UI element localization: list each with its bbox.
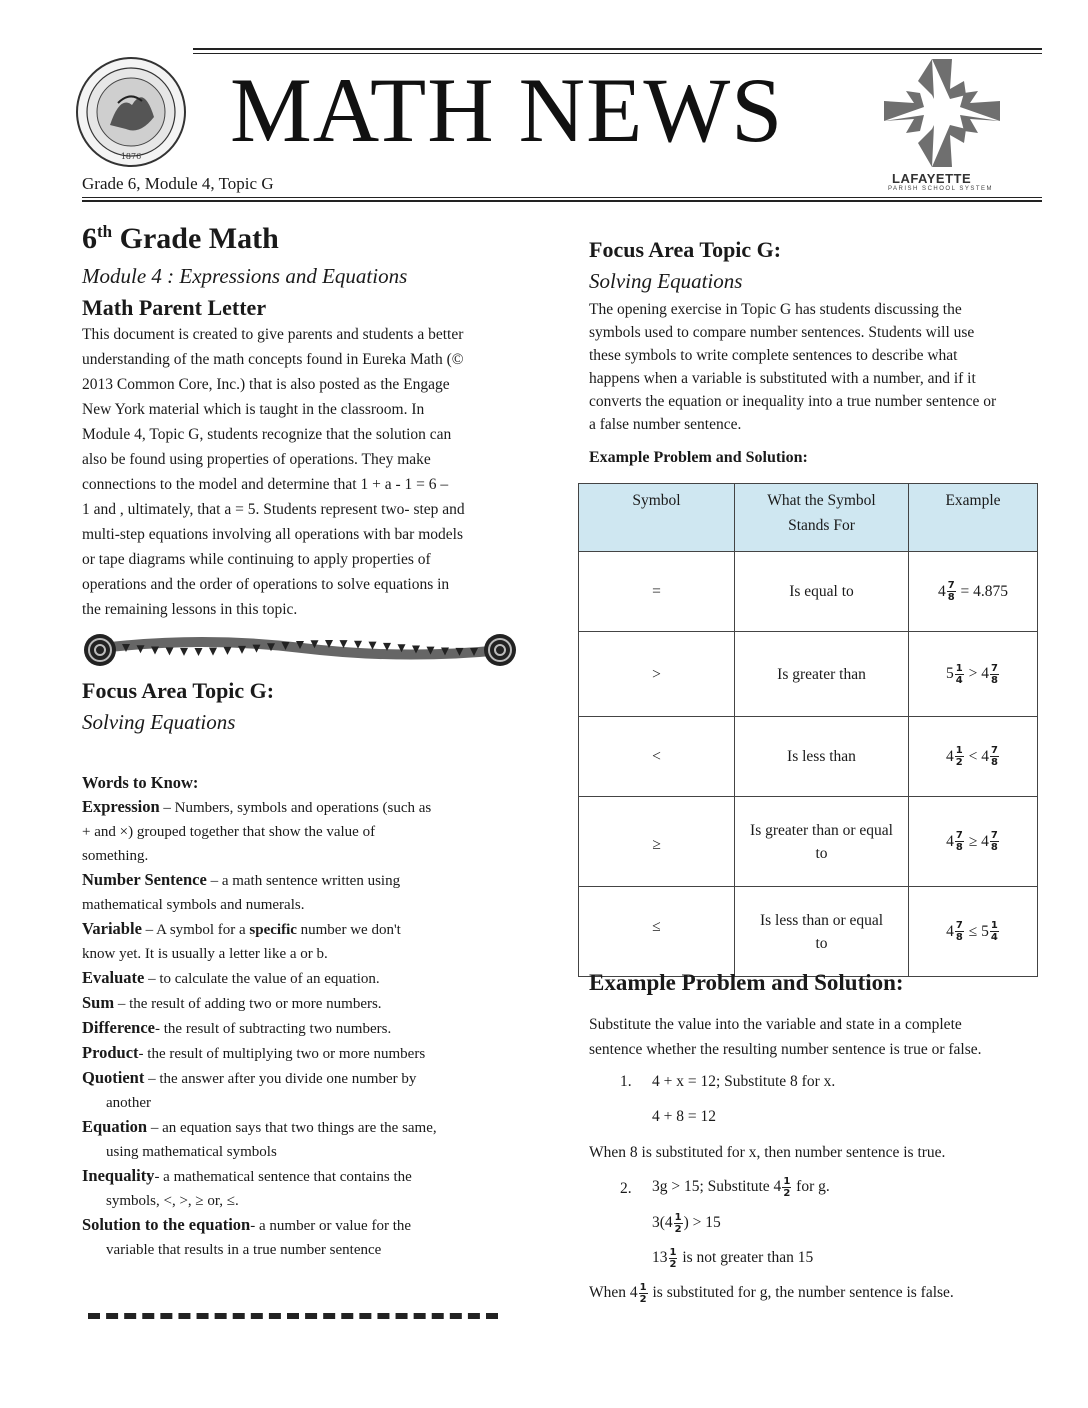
row-example bbox=[909, 632, 1038, 717]
left-focus-subtitle: Solving Equations bbox=[82, 710, 236, 734]
right-intro-line: these symbols to write complete sentences to describe what bbox=[589, 347, 958, 364]
header-bottom-rule bbox=[82, 200, 1042, 202]
wave-triangle bbox=[224, 647, 232, 655]
grade-suffix: th bbox=[97, 222, 113, 241]
term-entry: Difference- the result of subtracting two numbers. bbox=[82, 1018, 392, 1037]
problem-2-step-1-a: 3(4 bbox=[652, 1214, 673, 1232]
top-rule-thin bbox=[193, 53, 1042, 54]
term-word: Evaluate bbox=[82, 968, 145, 987]
wave-triangle bbox=[180, 648, 188, 656]
term-entry: Number Sentence – a math sentence written using bbox=[82, 870, 401, 889]
term-continuation: another bbox=[106, 1095, 151, 1111]
col-meaning: What the Symbol Stands For bbox=[735, 484, 909, 552]
problem-2-step-1-b: ) > 15 bbox=[683, 1214, 721, 1232]
term-continuation: variable that results in a true number sentence bbox=[106, 1242, 382, 1258]
term-emphasis: specific bbox=[249, 922, 297, 938]
term-continuation: using mathematical symbols bbox=[106, 1144, 277, 1160]
intro-line: This document is created to give parents and students a better bbox=[82, 326, 464, 343]
problem-1-step: 4 + 8 = 12 bbox=[652, 1108, 716, 1125]
module-subtitle: Module 4 : Expressions and Equations bbox=[82, 264, 408, 288]
fraction: $\frac{1}{4}$ bbox=[955, 662, 963, 686]
subtitle-rule bbox=[82, 197, 876, 198]
wave-triangle bbox=[195, 648, 203, 656]
intro-line: the remaining lessons in this topic. bbox=[82, 601, 298, 618]
grade-number: 6 bbox=[82, 222, 97, 255]
row-meaning: Is equal to bbox=[735, 552, 909, 632]
term-continuation: + and ×) grouped together that show the value of bbox=[82, 824, 376, 840]
school-board-seal bbox=[70, 55, 192, 169]
right-intro-line: a false number sentence. bbox=[589, 416, 742, 433]
intro-line: connections to the model and determine that 1 + a - 1 = 6 – bbox=[82, 476, 449, 493]
right-intro-line: symbols used to compare number sentences. Students will use bbox=[589, 324, 975, 341]
row-example bbox=[909, 887, 1038, 977]
problem-1-conclusion: When 8 is substituted for x, then number sentence is true. bbox=[589, 1144, 946, 1161]
right-focus-subtitle: Solving Equations bbox=[589, 269, 743, 293]
wave-triangle bbox=[209, 648, 217, 656]
problem-2-text-b: for g. bbox=[792, 1178, 830, 1196]
symbol-table bbox=[578, 483, 1038, 977]
dashed-divider bbox=[88, 1313, 498, 1325]
wave-triangle bbox=[166, 647, 174, 655]
fraction: $\frac{1}{2}$ bbox=[669, 1247, 677, 1270]
term-continuation: mathematical symbols and numerals. bbox=[82, 897, 305, 913]
intro-line: also be found using properties of operations. They make bbox=[82, 451, 431, 468]
row-example bbox=[909, 797, 1038, 887]
symbol-table-header bbox=[579, 484, 1038, 552]
term-word: Expression bbox=[82, 797, 160, 816]
row-meaning: Is less than bbox=[735, 717, 909, 797]
term-entry: Evaluate – to calculate the value of an equation. bbox=[82, 968, 380, 987]
intro-line: multi-step equations involving all operations with bar models bbox=[82, 526, 463, 543]
row-example bbox=[909, 717, 1038, 797]
table-row bbox=[579, 887, 1038, 977]
row-symbol: ≤ bbox=[579, 887, 735, 977]
problem-2-conclusion-a: When 4 bbox=[589, 1284, 638, 1302]
right-intro-line: The opening exercise in Topic G has students discussing the bbox=[589, 301, 962, 318]
top-rule bbox=[193, 48, 1042, 50]
row-example bbox=[909, 552, 1038, 632]
term-entry: Product- the result of multiplying two or more numbers bbox=[82, 1043, 426, 1062]
problem-1-number: 1. bbox=[620, 1073, 632, 1090]
problem-2-text bbox=[652, 1176, 830, 1199]
row-symbol: = bbox=[579, 552, 735, 632]
header-bottom-rule-right bbox=[876, 197, 1042, 198]
term-word: Sum bbox=[82, 993, 115, 1012]
example-expression: 4 $\frac{7}{8}$ ≥ 4 $\frac{7}{8}$ bbox=[946, 830, 998, 854]
term-entry: Expression – Numbers, symbols and operations (such as bbox=[82, 797, 432, 816]
right-intro-line: happens when a variable is substituted with a number, and if it bbox=[589, 370, 976, 387]
words-to-know-title: Words to Know: bbox=[82, 773, 199, 792]
lafayette-cross-logo bbox=[880, 55, 1004, 173]
term-word: Equation bbox=[82, 1117, 148, 1136]
intro-line: 1 and , ultimately, that a = 5. Students represent two- step and bbox=[82, 501, 465, 518]
fraction: $\frac{1}{2}$ bbox=[639, 1282, 647, 1305]
row-symbol: > bbox=[579, 632, 735, 717]
example2-intro bbox=[589, 1012, 1049, 1062]
fraction: $\frac{1}{2}$ bbox=[783, 1176, 791, 1199]
grade-heading-text: Grade Math bbox=[112, 222, 279, 255]
problem-2-step-2 bbox=[652, 1247, 813, 1270]
table-row bbox=[579, 552, 1038, 632]
example-expression: 4 $\frac{1}{2}$ < 4 $\frac{7}{8}$ bbox=[946, 745, 998, 769]
masthead-title: MATH NEWS bbox=[230, 59, 784, 161]
terms-list bbox=[82, 795, 512, 1262]
wave-triangle bbox=[369, 642, 377, 650]
table-row bbox=[579, 717, 1038, 797]
term-entry: Equation – an equation says that two things are the same, bbox=[82, 1117, 437, 1136]
col-symbol: Symbol bbox=[579, 484, 735, 552]
term-entry: Sum – the result of adding two or more numbers. bbox=[82, 993, 382, 1012]
fraction: $\frac{7}{8}$ bbox=[955, 830, 963, 854]
fraction: $\frac{7}{8}$ bbox=[947, 580, 955, 604]
wave-triangle bbox=[151, 646, 159, 654]
example-expression: 4 $\frac{7}{8}$ = 4.875 bbox=[937, 580, 1009, 604]
intro-line: operations and the order of operations to solve equations in bbox=[82, 576, 450, 593]
row-meaning: Is greater than bbox=[735, 632, 909, 717]
term-entry: Quotient – the answer after you divide one number by bbox=[82, 1068, 417, 1087]
wave-triangle bbox=[238, 646, 246, 654]
example2-intro-line: Substitute the value into the variable and state in a complete bbox=[589, 1016, 962, 1033]
intro-line: understanding of the math concepts found in Eureka Math (© bbox=[82, 351, 464, 368]
right-intro-paragraph bbox=[589, 298, 1049, 436]
term-word: Inequality bbox=[82, 1166, 155, 1185]
table-row bbox=[579, 797, 1038, 887]
term-entry: Inequality- a mathematical sentence that contains the bbox=[82, 1166, 412, 1185]
row-meaning: Is greater than or equal to bbox=[735, 797, 909, 887]
term-word: Number Sentence bbox=[82, 870, 207, 889]
fraction: $\frac{7}{8}$ bbox=[991, 662, 998, 686]
grade-module-topic: Grade 6, Module 4, Topic G bbox=[82, 174, 274, 193]
lafayette-logo-text: LAFAYETTE bbox=[892, 171, 972, 186]
problem-2-number: 2. bbox=[620, 1180, 632, 1197]
term-entry: Solution to the equation- a number or value for the bbox=[82, 1215, 412, 1234]
fraction: $\frac{7}{8}$ bbox=[991, 745, 998, 769]
intro-line: Module 4, Topic G, students recognize that the solution can bbox=[82, 426, 452, 443]
problem-2-step-1 bbox=[652, 1212, 721, 1235]
lafayette-logo-subtext: PARISH SCHOOL SYSTEM bbox=[888, 186, 994, 192]
example-expression: 4 $\frac{7}{8}$ ≤ 5 $\frac{1}{4}$ bbox=[946, 920, 998, 944]
fraction: $\frac{1}{2}$ bbox=[955, 745, 963, 769]
col-example: Example bbox=[909, 484, 1038, 552]
right-intro-line: converts the equation or inequality into a true number sentence or bbox=[589, 393, 997, 410]
intro-paragraph bbox=[82, 322, 522, 622]
table-row bbox=[579, 632, 1038, 717]
example2-intro-line: sentence whether the resulting number sentence is true or false. bbox=[589, 1041, 982, 1058]
problem-1-text: 4 + x = 12; Substitute 8 for x. bbox=[652, 1073, 836, 1090]
term-word: Difference bbox=[82, 1018, 155, 1037]
grade-heading bbox=[82, 222, 522, 256]
term-continuation: symbols, <, >, ≥ or, ≤. bbox=[106, 1193, 239, 1209]
row-symbol: ≥ bbox=[579, 797, 735, 887]
problem-2-step-2-b: is not greater than 15 bbox=[678, 1249, 814, 1267]
fraction: $\frac{7}{8}$ bbox=[990, 830, 998, 854]
svg-text:1876: 1876 bbox=[120, 152, 142, 161]
fraction: $\frac{1}{4}$ bbox=[990, 920, 998, 944]
term-continuation: know yet. It is usually a letter like a or b. bbox=[82, 946, 328, 962]
term-entry: Variable – A symbol for a specific number we don't bbox=[82, 919, 401, 938]
problem-2-text-a: 3g > 15; Substitute 4 bbox=[652, 1178, 782, 1196]
wave-triangle bbox=[354, 641, 362, 649]
left-focus-title: Focus Area Topic G: bbox=[82, 678, 275, 703]
problem-2-conclusion bbox=[589, 1282, 954, 1305]
fraction: $\frac{7}{8}$ bbox=[955, 920, 963, 944]
problem-2-conclusion-b: is substituted for g, the number sentence is false. bbox=[648, 1284, 954, 1302]
row-symbol: < bbox=[579, 717, 735, 797]
decorative-wave-divider bbox=[82, 630, 520, 670]
term-word: Variable bbox=[82, 919, 142, 938]
term-continuation: something. bbox=[82, 848, 149, 864]
term-word: Solution to the equation bbox=[82, 1215, 251, 1234]
term-word: Product bbox=[82, 1043, 139, 1062]
example-label: Example Problem and Solution: bbox=[589, 449, 808, 466]
example-expression: 5 $\frac{1}{4}$ > 4 $\frac{7}{8}$ bbox=[946, 662, 998, 686]
parent-letter-title: Math Parent Letter bbox=[82, 295, 267, 320]
fraction: $\frac{1}{2}$ bbox=[674, 1212, 682, 1235]
problem-2-step-2-a: 13 bbox=[652, 1249, 668, 1267]
intro-line: New York material which is taught in the classroom. In bbox=[82, 401, 425, 418]
row-meaning: Is less than or equal to bbox=[735, 887, 909, 977]
right-focus-title: Focus Area Topic G: bbox=[589, 237, 782, 262]
intro-line: or tape diagrams while continuing to apply properties of bbox=[82, 551, 431, 568]
intro-line: 2013 Common Core, Inc.) that is also posted as the Engage bbox=[82, 376, 450, 393]
example2-title: Example Problem and Solution: bbox=[589, 970, 904, 995]
term-word: Quotient bbox=[82, 1068, 145, 1087]
